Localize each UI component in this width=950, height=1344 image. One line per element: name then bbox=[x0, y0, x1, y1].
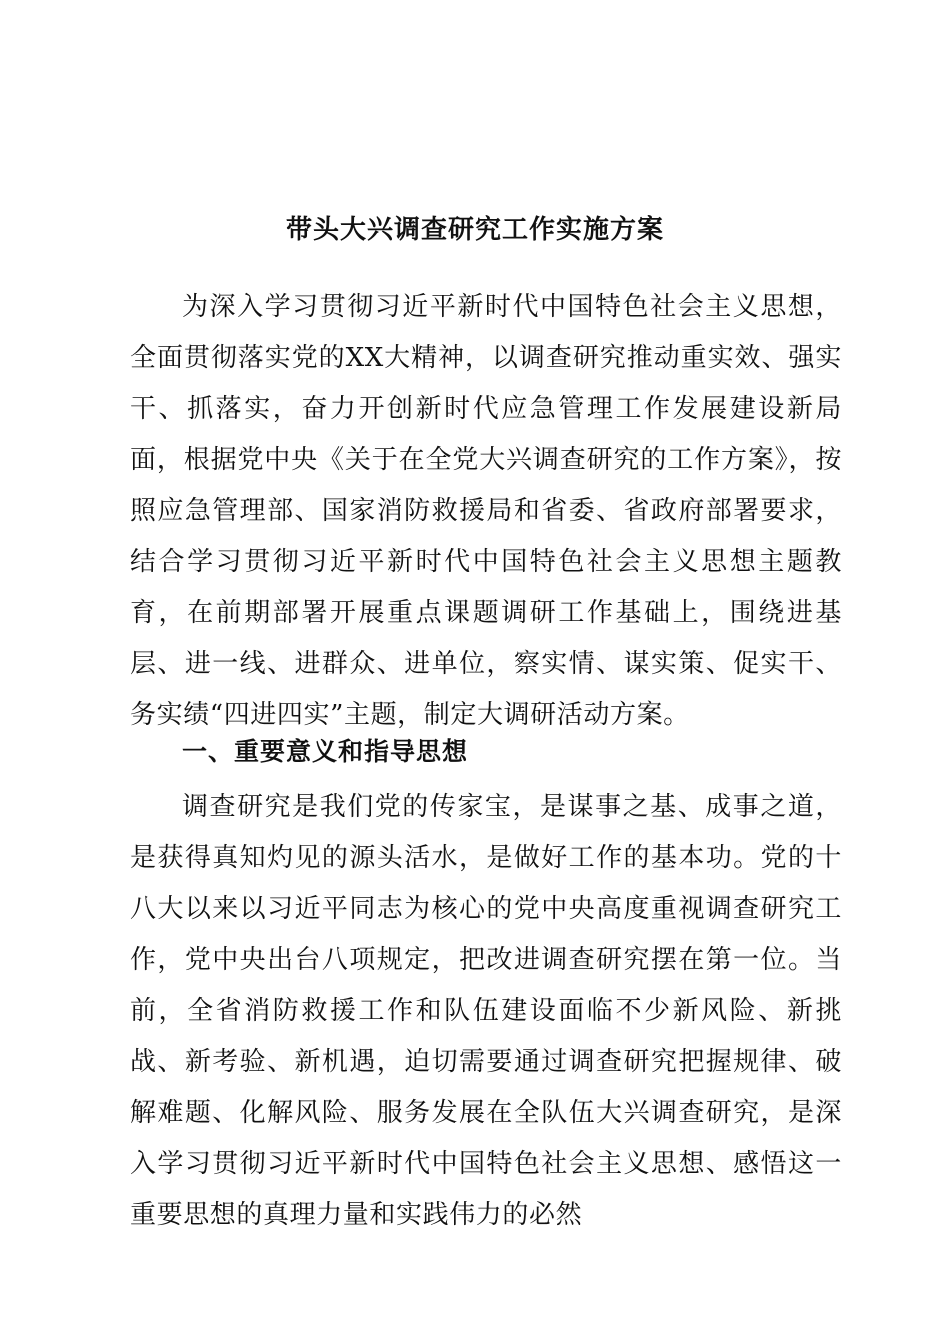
paragraph-significance: 调查研究是我们党的传家宝，是谋事之基、成事之道，是获得真知灼见的源头活水，是做好工作的基本功。党的十八大以来以习近平同志为核心的党中央高度重视调查研究工作，党中央出台八项规定，把改进调查研究摆在第一位。当前，全省消防救援工作和队伍建设面临不少新风险、新挑战、新考验、新机遇，迫切需要通过调查研究把握规律、破解难题、化解风险、服务发展在全队伍大兴调查研究，是深入学习贯彻习近平新时代中国特色社会主义思想、感悟这一重要思想的真理力量和实践伟力的必然 bbox=[130, 792, 842, 1230]
document-title: 带头大兴调查研究工作实施方案 bbox=[285, 215, 664, 245]
paragraph-intro: 为深入学习贯彻习近平新时代中国特色社会主义思想，全面贯彻落实党的XX大精神，以调查研究推动重实效、强实干、抓落实，奋力开创新时代应急管理工作发展建设新局面，根据党中央《关于在全党大兴调查研究的工作方案》，按照应急管理部、国家消防救援局和省委、省政府部署要求，结合学习贯彻习近平新时代中国特色社会主义思想主题教育，在前期部署开展重点课题调研工作基础上，围绕进基层、进一线、进群众、进单位，察实情、谋实策、促实干、务实绩“四进四实”主题，制定大调研活动方案。 bbox=[130, 292, 842, 730]
section-heading-1: 一、重要意义和指导思想 bbox=[182, 737, 469, 766]
